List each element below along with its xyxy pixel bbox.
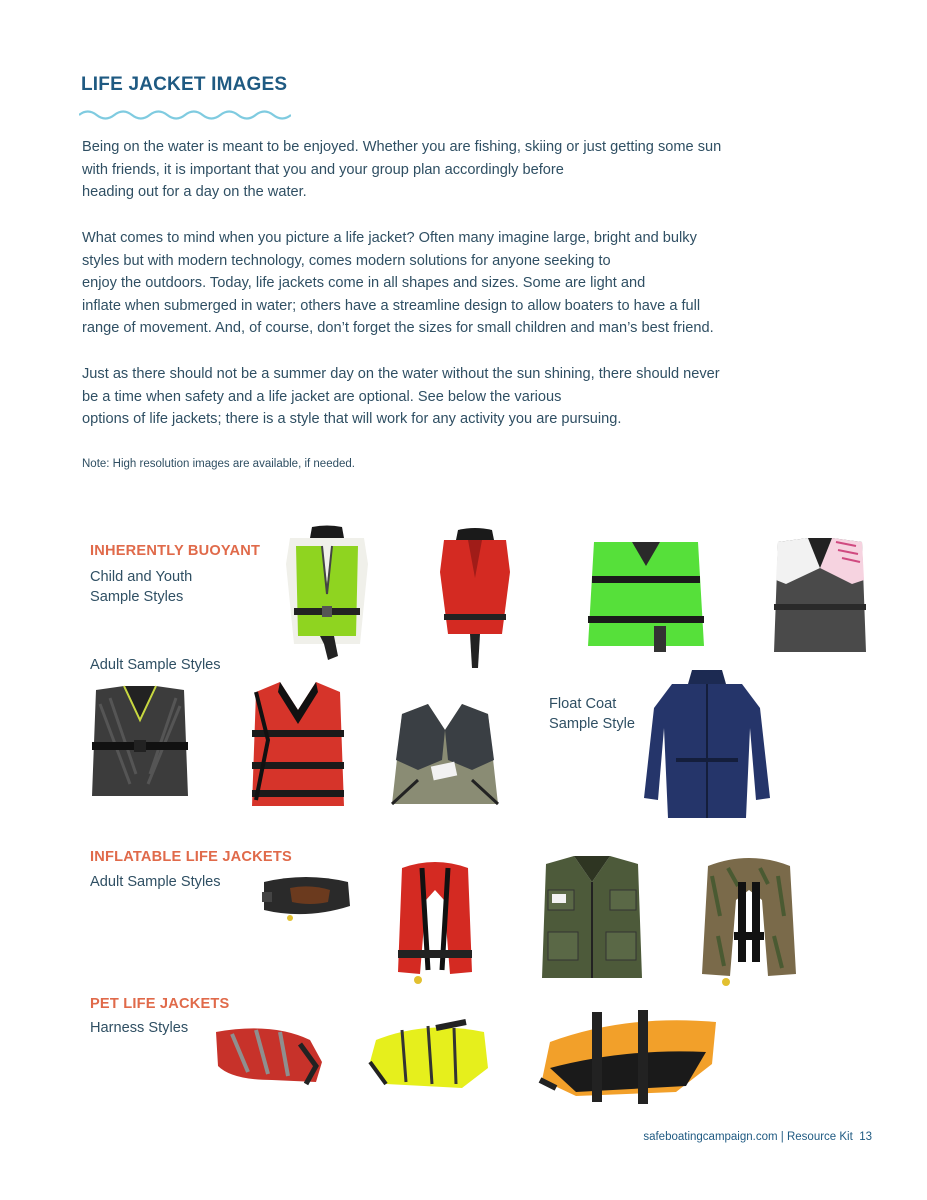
float-coat-label <box>549 694 635 734</box>
child-vest-lime-image <box>282 524 372 662</box>
label-line: Float Coat <box>549 696 617 712</box>
footer-site: safeboatingcampaign.com <box>643 1131 778 1143</box>
paragraph-line: styles but with modern technology, comes modern solutions for anyone seeking to <box>82 252 611 269</box>
adult-vest-red-image <box>248 680 348 812</box>
inflatable-vest-red-image <box>394 860 476 986</box>
paragraph-line: range of movement. And, of course, don’t forget the sizes for small children and man’s best friend. <box>82 320 714 337</box>
footer-separator: | <box>777 1131 787 1143</box>
paragraph-line: What comes to mind when you picture a life jacket? Often many imagine large, bright and bulky <box>82 230 697 246</box>
page-title: LIFE JACKET IMAGES <box>81 74 288 95</box>
intro-paragraph-3 <box>82 363 812 431</box>
intro-paragraph-1 <box>82 136 812 204</box>
paragraph-line: Being on the water is meant to be enjoyed. Whether you are fishing, skiing or just getting some sun <box>82 139 722 155</box>
adult-vest-paddling-image <box>388 700 502 810</box>
paragraph-line: with friends, it is important that you and your group plan accordingly before <box>82 161 564 178</box>
note-text: Note: High resolution images are available, if needed. <box>82 458 355 470</box>
pet-harness-yellow-image <box>366 1018 492 1096</box>
paragraph-line: inflate when submerged in water; others have a streamline design to allow boaters to have a full <box>82 297 701 314</box>
inflatable-adult-label: Adult Sample Styles <box>90 874 221 890</box>
footer-kit: Resource Kit <box>786 1131 853 1143</box>
paragraph-line: options of life jackets; there is a style that will work for any activity you are pursuing. <box>82 411 622 428</box>
label-line: Sample Style <box>549 716 635 732</box>
pet-harness-orange-image <box>536 1008 720 1108</box>
float-coat-image <box>642 668 772 822</box>
inflatable-fishing-vest-image <box>538 854 646 982</box>
section-heading-inflatable: INFLATABLE LIFE JACKETS <box>90 849 292 865</box>
youth-vest-grey-image <box>772 534 868 658</box>
page-number: 13 <box>859 1131 872 1143</box>
inflatable-belt-pack-image <box>260 872 352 922</box>
section-heading-inherently-buoyant: INHERENTLY BUOYANT <box>90 543 261 559</box>
harness-styles-label: Harness Styles <box>90 1020 189 1036</box>
page-footer <box>643 1131 872 1143</box>
label-line: Child and Youth <box>90 569 193 585</box>
inflatable-vest-camo-image <box>698 856 800 988</box>
section-heading-pet: PET LIFE JACKETS <box>90 996 230 1012</box>
youth-vest-green-image <box>584 534 708 656</box>
wave-divider <box>79 108 291 122</box>
paragraph-line: be a time when safety and a life jacket are optional. See below the various <box>82 388 562 405</box>
paragraph-line: heading out for a day on the water. <box>82 184 307 201</box>
paragraph-line: Just as there should not be a summer day on the water without the sun shining, there should never <box>82 366 720 382</box>
intro-paragraph-2 <box>82 227 812 340</box>
label-line: Sample Styles <box>90 589 184 605</box>
paragraph-line: enjoy the outdoors. Today, life jackets come in all shapes and sizes. Some are light and <box>82 275 646 292</box>
adult-styles-label: Adult Sample Styles <box>90 657 221 673</box>
adult-vest-black-image <box>90 684 190 800</box>
pet-harness-red-image <box>212 1022 326 1090</box>
child-youth-label <box>90 567 192 607</box>
